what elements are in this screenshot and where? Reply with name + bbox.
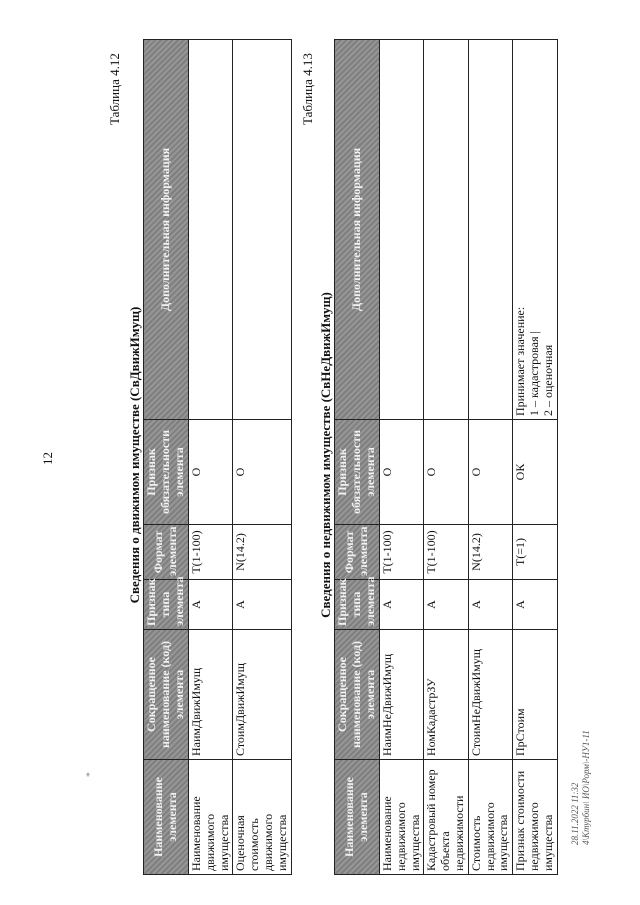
table-cell: А <box>424 580 468 630</box>
column-header: Сокращенное наименование (код) элемента <box>144 630 189 760</box>
column-header: Признак обязательности элемента <box>144 420 189 525</box>
table-cell: СтоимНеДвижИмущ <box>468 630 512 760</box>
table-cell: Т(1-100) <box>380 525 424 580</box>
column-header: Признак типа элемента <box>335 580 380 630</box>
table-cell <box>189 40 233 420</box>
table-cell <box>424 40 468 420</box>
table-header-row <box>144 40 189 875</box>
column-header: Формат элемента <box>144 525 189 580</box>
table-cell <box>468 40 512 420</box>
table-cell: Т(=1) <box>513 525 558 580</box>
table-header-row <box>335 40 380 875</box>
table-caption-4-13: Сведения о недвижимом имуществе (СвНеДвижИмущ) <box>318 292 333 618</box>
table-row <box>380 40 424 875</box>
table-cell: Т(1-100) <box>424 525 468 580</box>
table-4-13 <box>334 39 558 875</box>
table-cell: А <box>189 580 233 630</box>
table-cell: А <box>380 580 424 630</box>
margin-mark: * <box>85 772 96 777</box>
table-label-4-13: Таблица 4.13 <box>300 53 315 125</box>
table-cell: СтоимДвижИмущ <box>233 630 291 760</box>
table-4-12 <box>143 39 292 875</box>
column-header: Формат элемента <box>335 525 380 580</box>
table-row <box>424 40 468 875</box>
table-cell: НаимНеДвижИмущ <box>380 630 424 760</box>
table-cell: А <box>233 580 291 630</box>
table-label-4-12: Таблица 4.12 <box>107 53 122 125</box>
table-cell: N(14.2) <box>468 525 512 580</box>
column-header: Дополнительная информация <box>144 40 189 420</box>
table-cell: Стоимость недвижимого имущества <box>468 760 512 875</box>
table-row <box>513 40 558 875</box>
table-cell: О <box>233 420 291 525</box>
file-path: 4\Ктурбин\ ИО\Рорм\-HУ1-11 <box>581 730 592 845</box>
table-cell: О <box>380 420 424 525</box>
column-header: Признак типа элемента <box>144 580 189 630</box>
column-header: Наименование элемента <box>335 760 380 875</box>
table-cell: Кадастровый номер объекта недвижимости <box>424 760 468 875</box>
table-row <box>189 40 233 875</box>
page-number: 12 <box>40 452 55 465</box>
column-header: Сокращенное наименование (код) элемента <box>335 630 380 760</box>
table-row <box>468 40 512 875</box>
table-cell: N(14.2) <box>233 525 291 580</box>
column-header: Дополнительная информация <box>335 40 380 420</box>
table-cell <box>233 40 291 420</box>
print-metadata <box>570 730 593 845</box>
table-cell: А <box>468 580 512 630</box>
column-header: Наименование элемента <box>144 760 189 875</box>
table-cell: Признак стоимости недвижимого имущества <box>513 760 558 875</box>
table-row <box>233 40 291 875</box>
table-cell: О <box>189 420 233 525</box>
table-cell: А <box>513 580 558 630</box>
table-cell: Принимает значение: 1 – кадастровая | 2 – оценочная <box>513 40 558 420</box>
column-header: Признак обязательности элемента <box>335 420 380 525</box>
print-timestamp: 28.11.2022 11:32 <box>570 782 580 845</box>
table-cell: ПрСтоим <box>513 630 558 760</box>
table-caption-4-12: Сведения о движимом имуществе (СвДвижИмущ) <box>127 306 142 604</box>
table-cell: ОК <box>513 420 558 525</box>
table-cell: О <box>468 420 512 525</box>
table-cell: НаимДвижИмущ <box>189 630 233 760</box>
table-cell: Наименование недвижимого имущества <box>380 760 424 875</box>
table-cell: Т(1-100) <box>189 525 233 580</box>
table-cell: О <box>424 420 468 525</box>
table-cell <box>380 40 424 420</box>
table-cell: Наименование движимого имущества <box>189 760 233 875</box>
table-cell: НомКадастрЗУ <box>424 630 468 760</box>
table-cell: Оценочная стоимость движимого имущества <box>233 760 291 875</box>
